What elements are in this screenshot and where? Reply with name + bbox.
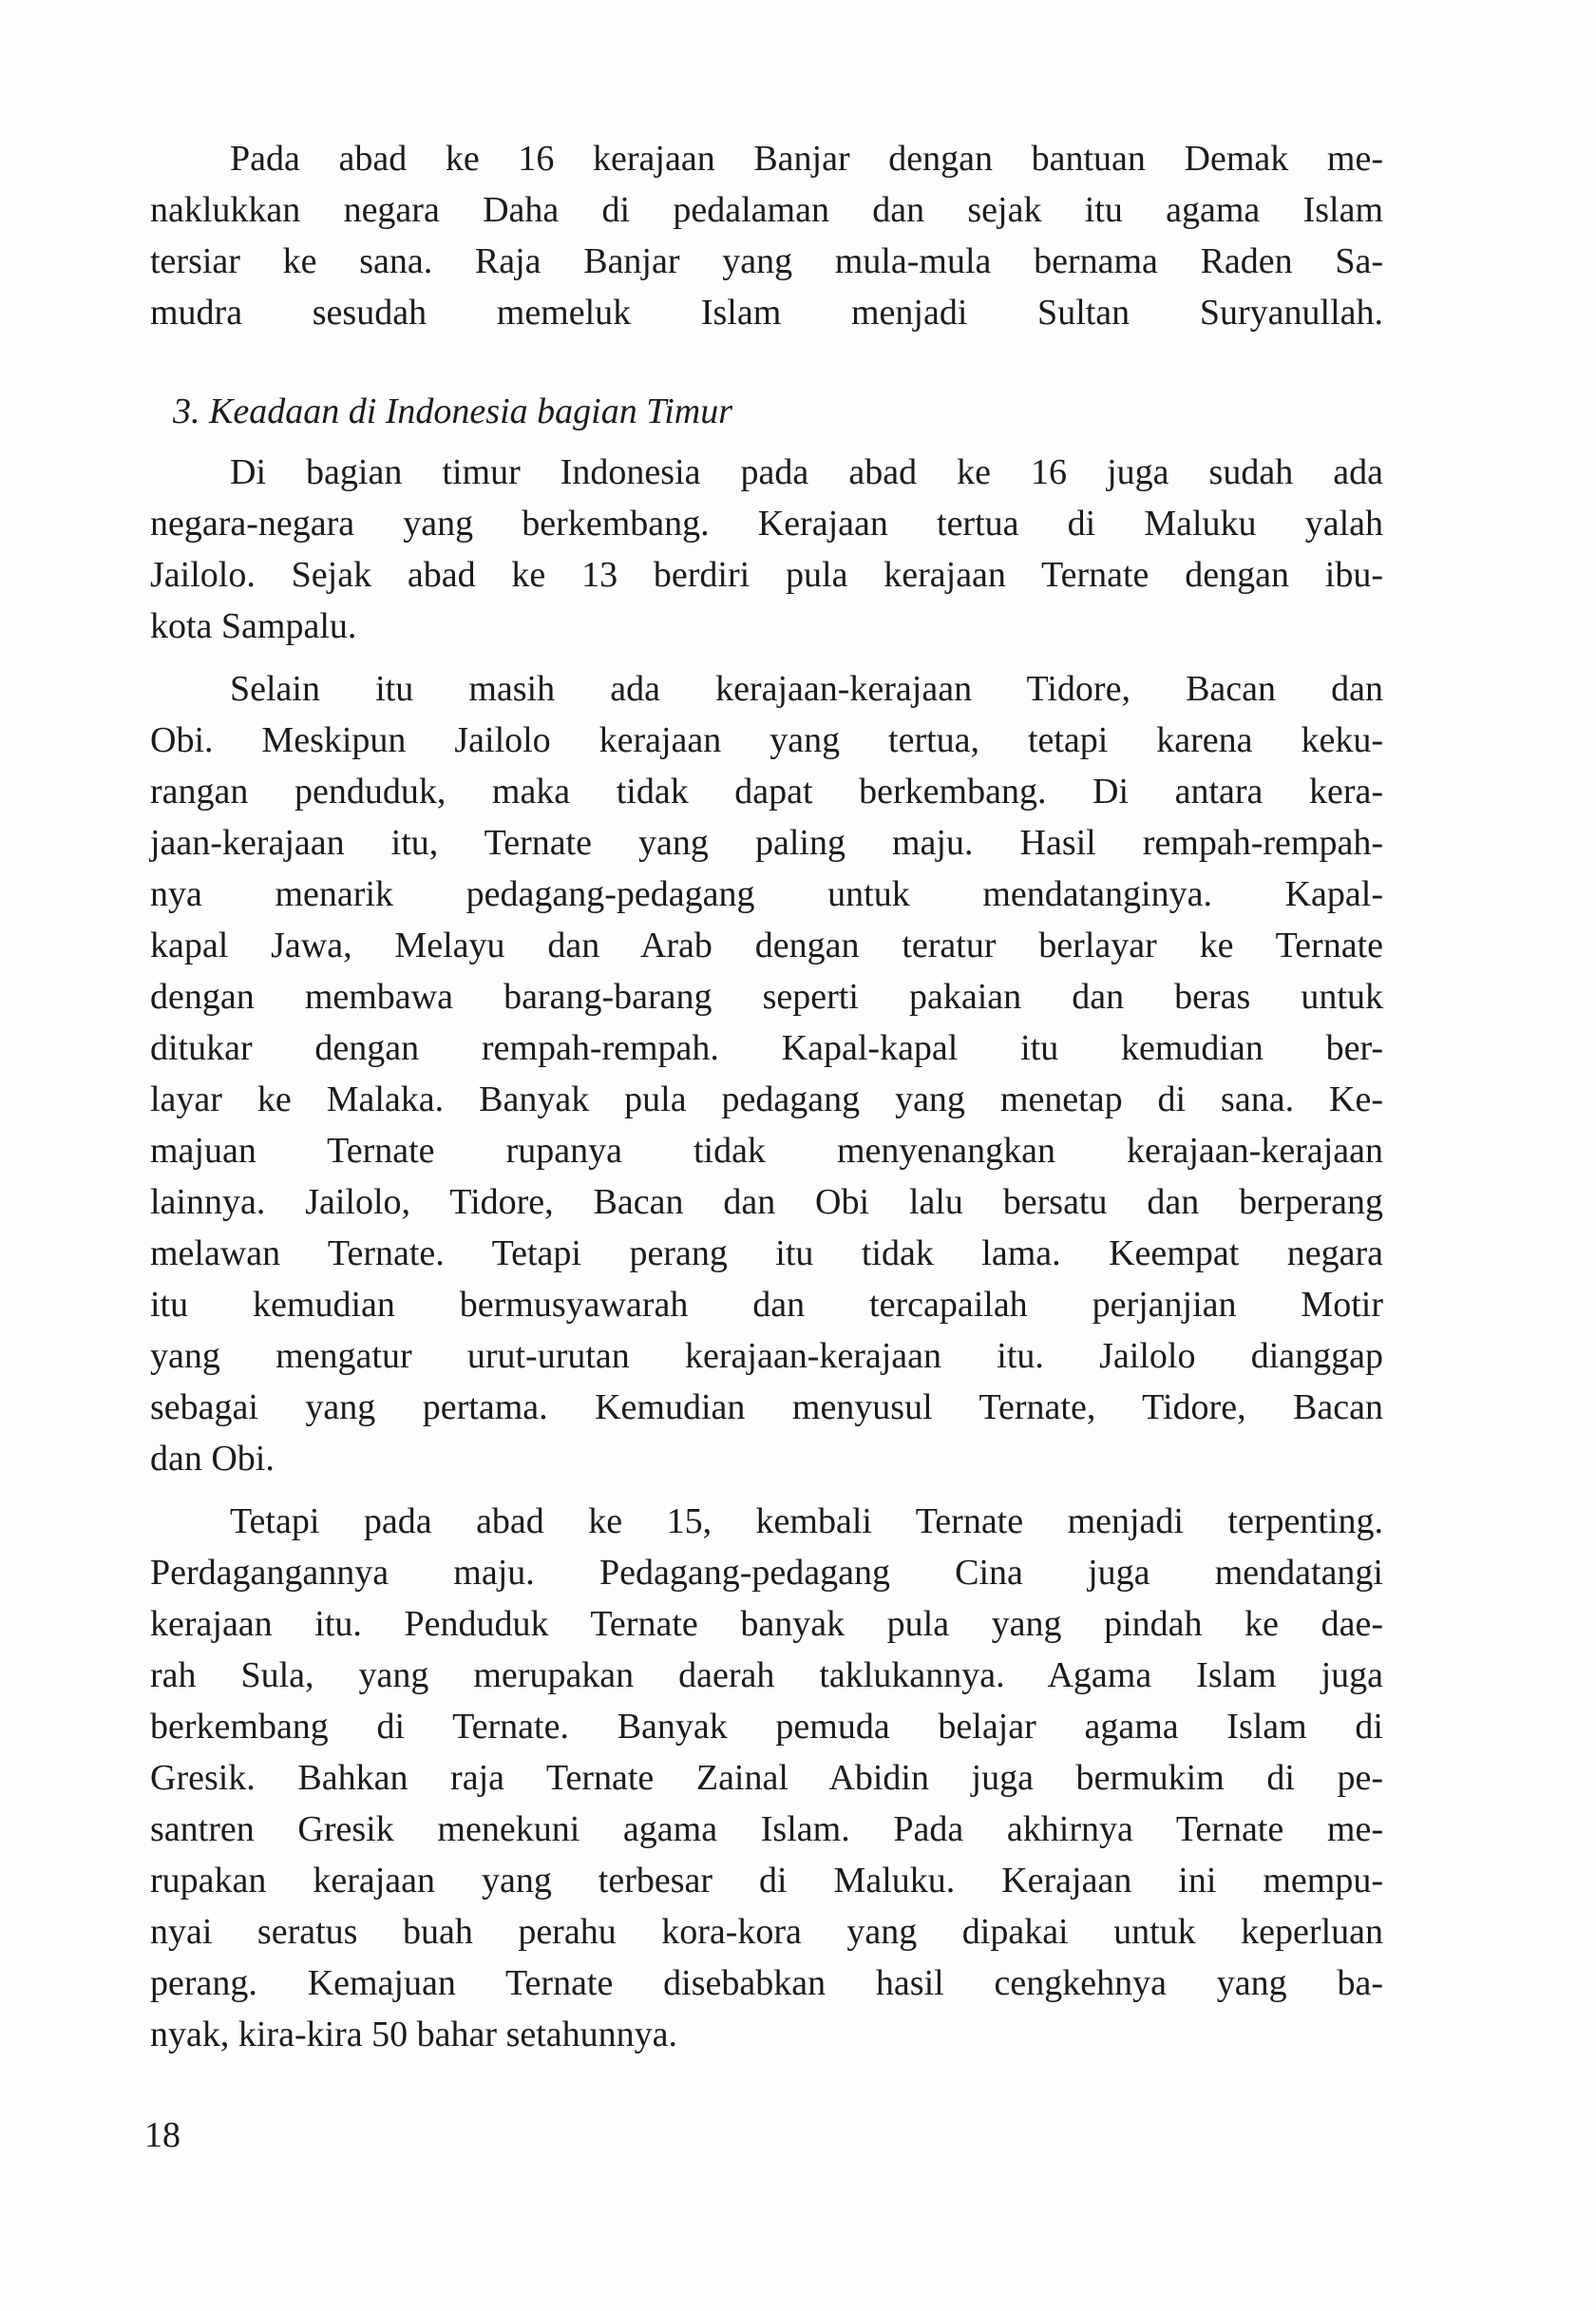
paragraph-ternate	[150, 1496, 1383, 2060]
text-line: Di bagian timur Indonesia pada abad ke 16 juga sudah ada	[230, 452, 1383, 492]
text-line: naklukkan negara Daha di pedalaman dan sejak itu agama Islam	[150, 190, 1383, 230]
text-line: majuan Ternate rupanya tidak menyenangkan kerajaan-kerajaan	[150, 1131, 1383, 1171]
text-line: ditukar dengan rempah-rempah. Kapal-kapal itu kemudian ber-	[150, 1028, 1383, 1068]
text-line: Jailolo. Sejak abad ke 13 berdiri pula kerajaan Ternate dengan ibu-	[150, 555, 1383, 595]
text-line: tersiar ke sana. Raja Banjar yang mula-mula bernama Raden Sa-	[150, 241, 1383, 281]
text-line: Perdagangannya maju. Pedagang-pedagang Cina juga mendatangi	[150, 1553, 1383, 1593]
text-line: negara-negara yang berkembang. Kerajaan tertua di Maluku yalah	[150, 504, 1383, 544]
text-line: Gresik. Bahkan raja Ternate Zainal Abidin juga bermukim di pe-	[150, 1758, 1383, 1798]
text-line: kota Sampalu.	[150, 606, 357, 646]
page-number: 18	[144, 2115, 180, 2155]
text-line: nyai seratus buah perahu kora-kora yang dipakai untuk keperluan	[150, 1912, 1383, 1952]
text-line: Tetapi pada abad ke 15, kembali Ternate menjadi terpenting.	[230, 1501, 1383, 1541]
text-line: berkembang di Ternate. Banyak pemuda belajar agama Islam di	[150, 1707, 1383, 1747]
text-line: Selain itu masih ada kerajaan-kerajaan Tidore, Bacan dan	[230, 669, 1383, 709]
text-line: nyak, kira-kira 50 bahar setahunnya.	[150, 2015, 678, 2054]
paragraph-tidore	[150, 663, 1383, 1484]
text-line: rupakan kerajaan yang terbesar di Maluku. Kerajaan ini mempu-	[150, 1861, 1383, 1900]
page-text	[150, 133, 1383, 2072]
text-line: Obi. Meskipun Jailolo kerajaan yang tertua, tetapi karena keku-	[150, 720, 1383, 760]
text-line: dengan membawa barang-barang seperti pakaian dan beras untuk	[150, 977, 1383, 1017]
text-line: melawan Ternate. Tetapi perang itu tidak lama. Keempat negara	[150, 1233, 1383, 1273]
text-line: perang. Kemajuan Ternate disebabkan hasil cengkehnya yang ba-	[150, 1963, 1383, 2003]
section-heading: 3. Keadaan di Indonesia bagian Timur	[173, 392, 733, 431]
text-line: kapal Jawa, Melayu dan Arab dengan teratur berlayar ke Ternate	[150, 926, 1383, 965]
text-line: lainnya. Jailolo, Tidore, Bacan dan Obi lalu bersatu dan berperang	[150, 1182, 1383, 1222]
text-line: itu kemudian bermusyawarah dan tercapailah perjanjian Motir	[150, 1285, 1383, 1325]
text-line: layar ke Malaka. Banyak pula pedagang yang menetap di sana. Ke-	[150, 1079, 1383, 1119]
text-line: yang mengatur urut-urutan kerajaan-kerajaan itu. Jailolo dianggap	[150, 1336, 1383, 1376]
text-line: dan Obi.	[150, 1439, 275, 1479]
text-line: rangan penduduk, maka tidak dapat berkembang. Di antara kera-	[150, 772, 1383, 812]
paragraph-timur	[150, 447, 1383, 652]
paragraph-banjar	[150, 133, 1383, 338]
text-line: nya menarik pedagang-pedagang untuk mendatanginya. Kapal-	[150, 874, 1383, 914]
text-line: santren Gresik menekuni agama Islam. Pada akhirnya Ternate me-	[150, 1809, 1383, 1849]
text-line: Pada abad ke 16 kerajaan Banjar dengan bantuan Demak me-	[230, 139, 1383, 179]
text-line: sebagai yang pertama. Kemudian menyusul Ternate, Tidore, Bacan	[150, 1387, 1383, 1427]
text-line: kerajaan itu. Penduduk Ternate banyak pula yang pindah ke dae-	[150, 1604, 1383, 1644]
text-line: jaan-kerajaan itu, Ternate yang paling maju. Hasil rempah-rempah-	[150, 823, 1383, 863]
text-line: rah Sula, yang merupakan daerah taklukannya. Agama Islam juga	[150, 1655, 1383, 1695]
text-line: mudra sesudah memeluk Islam menjadi Sultan Suryanullah.	[150, 293, 1383, 333]
